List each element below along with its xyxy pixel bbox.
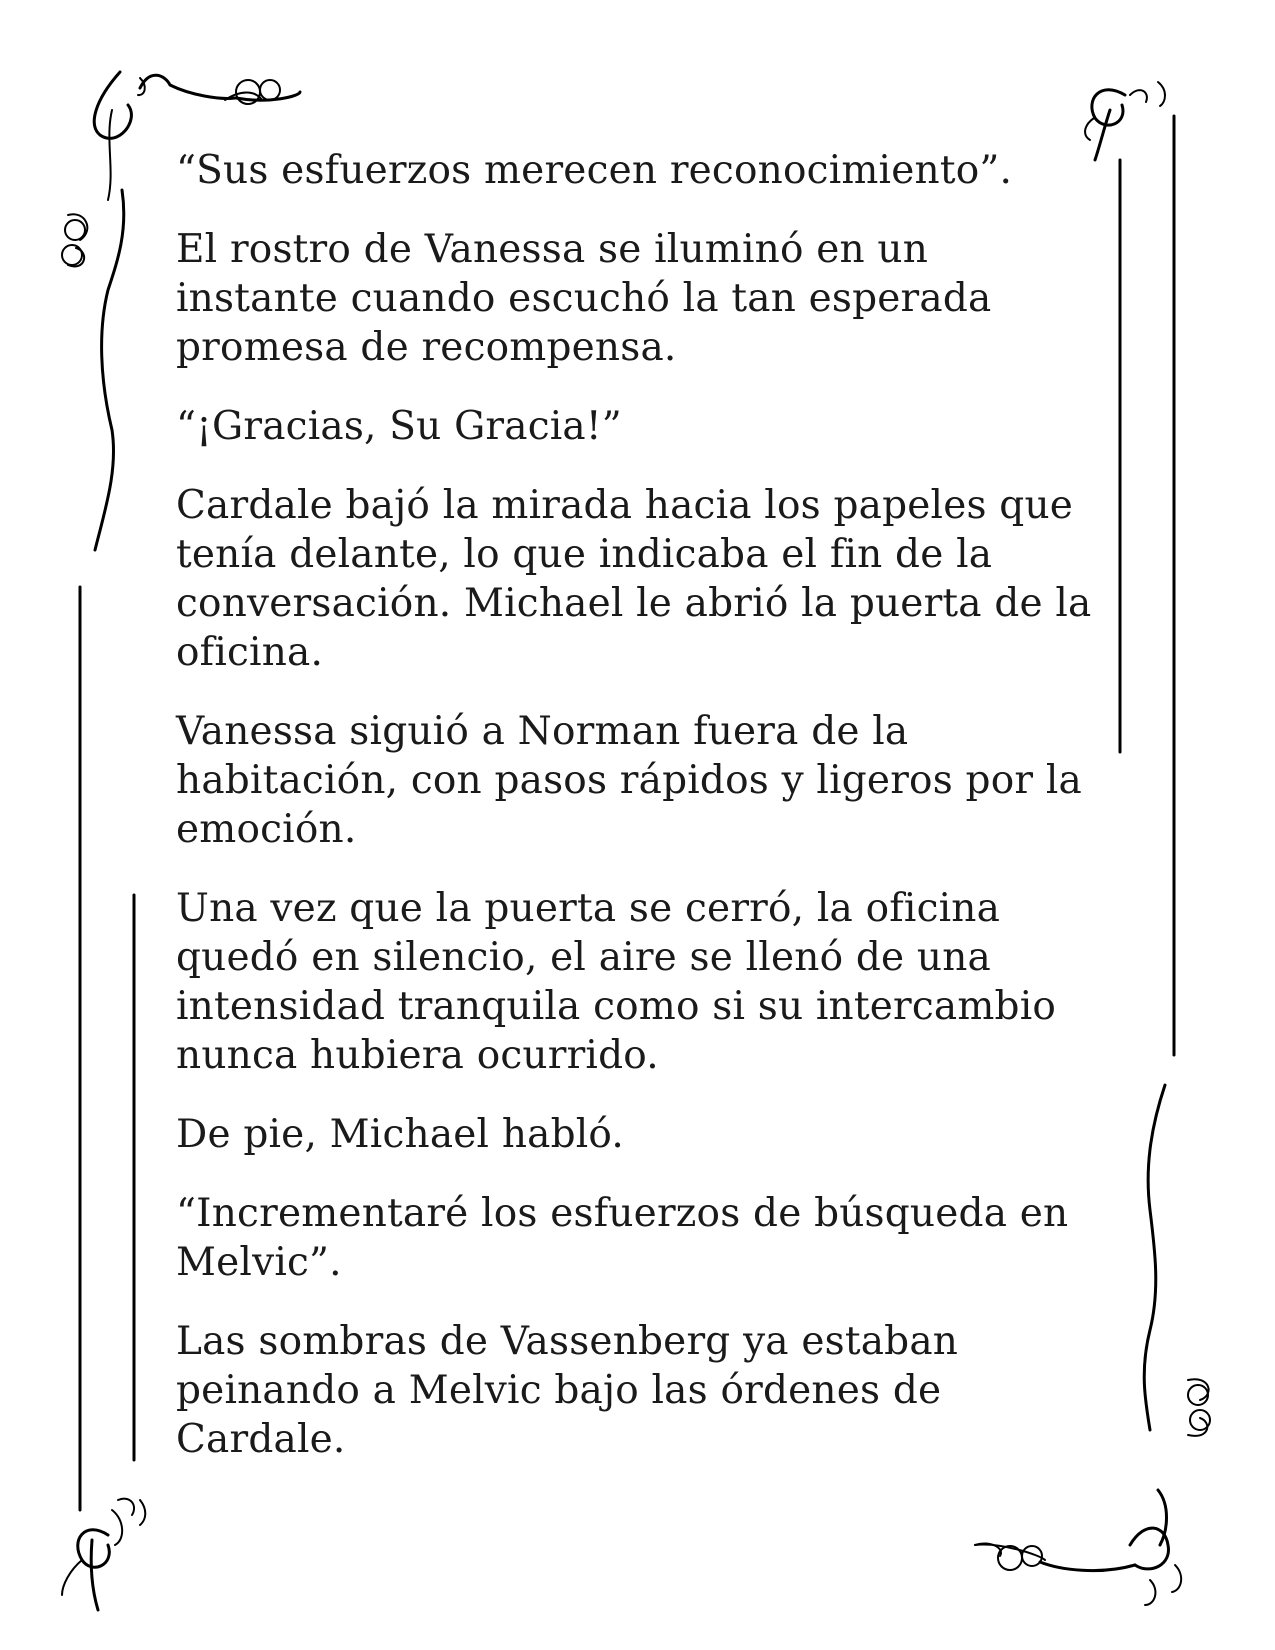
page-body [176,146,1096,1494]
paragraph-4: Cardale bajó la mirada hacia los papeles que tenía delante, lo que indicaba el fin de la conversación. Michael le abrió la puerta de la oficina. [176,483,1092,675]
paragraph-2: El rostro de Vanessa se iluminó en un instante cuando escuchó la tan esperada promesa de recompensa. [176,227,992,370]
paragraph-8: “Incrementaré los esfuerzos de búsqueda en Melvic”. [176,1191,1069,1285]
paragraph-5: Vanessa siguió a Norman fuera de la habitación, con pasos rápidos y ligeros por la emoción. [176,709,1082,852]
paragraph-1: “Sus esfuerzos merecen reconocimiento”. [176,148,1013,193]
flourish-bottom-left [62,1499,145,1610]
paragraph-7: De pie, Michael habló. [176,1112,625,1157]
paragraph-9: Las sombras de Vassenberg ya estaban peinando a Melvic bajo las órdenes de Cardale. [176,1319,959,1462]
paragraph-6: Una vez que la puerta se cerró, la oficina quedó en silencio, el aire se llenó de una intensidad tranquila como si su intercambio nunca hubiera ocurrido. [176,886,1057,1078]
paragraph-3: “¡Gracias, Su Gracia!” [176,404,622,449]
flourish-top-right [1085,82,1165,160]
